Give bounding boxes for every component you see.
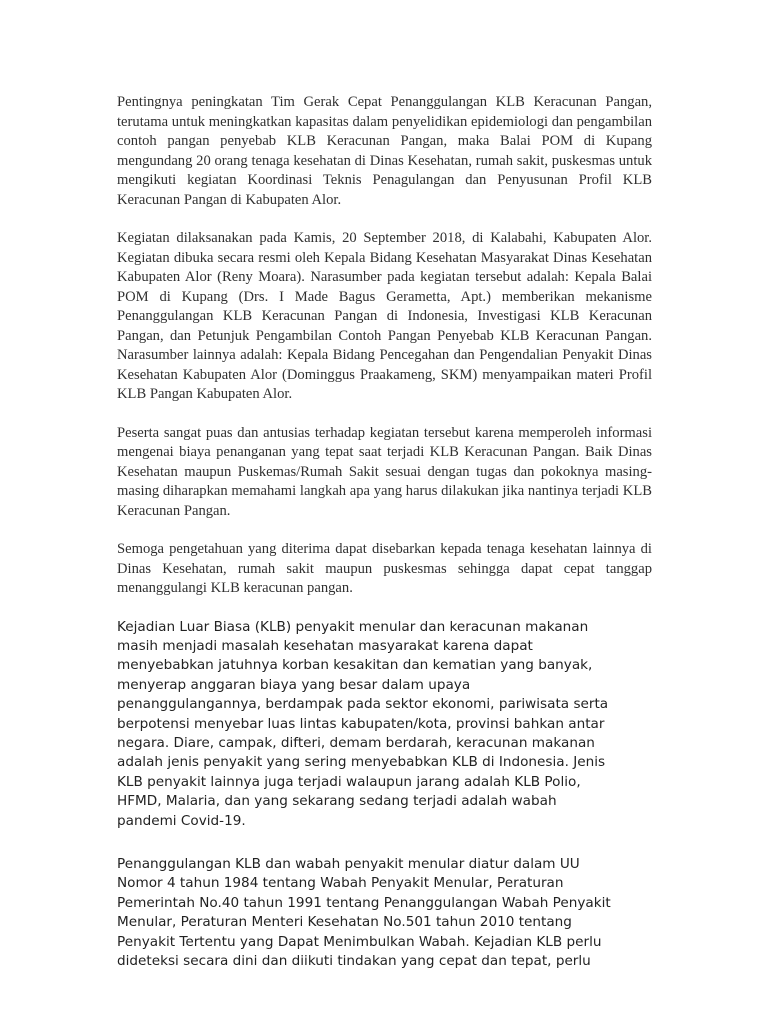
paragraph-closing-hope: Semoga pengetahuan yang diterima dapat disebarkan kepada tenaga kesehatan lainnya di Dinas Kesehatan, rumah sakit maupun puskesmas sehingga dapat cepat tanggap menanggulangi KLB keracunan pangan. [117, 541, 652, 596]
serif-text-section [117, 93, 652, 599]
paragraph-participant-feedback: Peserta sangat puas dan antusias terhadap kegiatan tersebut karena memperoleh informasi mengenai biaya penanganan yang tepat saat terjadi KLB Keracunan Pangan. Baik Dinas Kesehatan maupun Puskemas/Rumah Sakit sesuai dengan tugas dan pokoknya masing-masing diharapkan memahami langkah apa yang harus dilakukan jika nantinya terjadi KLB Keracunan Pangan. [117, 424, 652, 519]
paragraph-klb-regulation: Penanggulangan KLB dan wabah penyakit menular diatur dalam UU Nomor 4 tahun 1984 tentang Wabah Penyakit Menular, Peraturan Pemerintah No.40 tahun 1991 tentang Penanggulangan Wabah Penyakit Menular, Peraturan Menteri Kesehatan No.501 tahun 2010 tentang Penyakit Tertentu yang Dapat Menimbulkan Wabah. Kejadian KLB perlu dideteksi secara dini dan diikuti tindakan yang cepat dan tepat, perlu [117, 855, 611, 969]
document-page [117, 93, 652, 995]
sans-text-section [117, 618, 617, 972]
paragraph-event-details: Kegiatan dilaksanakan pada Kamis, 20 September 2018, di Kalabahi, Kabupaten Alor. Kegiatan dibuka secara resmi oleh Kepala Bidang Kesehatan Masyarakat Dinas Kesehatan Kabupaten Alor (Reny Moara). Narasumber pada kegiatan tersebut adalah: Kepala Balai POM di Kupang (Drs. I Made Bagus Gerametta, Apt.) memberikan mekanisme Penanggulangan KLB Keracunan Pangan di Indonesia, Investigasi KLB Keracunan Pangan, dan Petunjuk Pengambilan Contoh Pangan Penyebab KLB Keracunan Pangan. Narasumber lainnya adalah: Kepala Bidang Pencegahan dan Pengendalian Penyakit Dinas Kesehatan Kabupaten Alor (Dominggus Praakameng, SKM) menyampaikan materi Profil KLB Pangan Kabupaten Alor. [117, 230, 652, 402]
paragraph-klb-overview: Kejadian Luar Biasa (KLB) penyakit menular dan keracunan makanan masih menjadi masalah kesehatan masyarakat karena dapat menyebabkan jatuhnya korban kesakitan dan kematian yang banyak, menyerap anggaran biaya yang besar dalam upaya penanggulangannya, berdampak pada sektor ekonomi, pariwisata serta berpotensi menyebar luas lintas kabupaten/kota, provinsi bahkan antar negara. Diare, campak, difteri, demam berdarah, keracunan makanan adalah jenis penyakit yang sering menyebabkan KLB di Indonesia. Jenis KLB penyakit lainnya juga terjadi walaupun jarang adalah KLB Polio, HFMD, Malaria, dan yang sekarang sedang terjadi adalah wabah pandemi Covid-19. [117, 618, 609, 829]
paragraph-tgc-introduction: Pentingnya peningkatan Tim Gerak Cepat Penanggulangan KLB Keracunan Pangan, terutama untuk meningkatkan kapasitas dalam penyelidikan epidemiologi dan pengambilan contoh pangan penyebab KLB Keracunan Pangan, maka Balai POM di Kupang mengundang 20 orang tenaga kesehatan di Dinas Kesehatan, rumah sakit, puskesmas untuk mengikuti kegiatan Koordinasi Teknis Penagulangan dan Penyusunan Profil KLB Keracunan Pangan di Kabupaten Alor. [117, 94, 652, 208]
